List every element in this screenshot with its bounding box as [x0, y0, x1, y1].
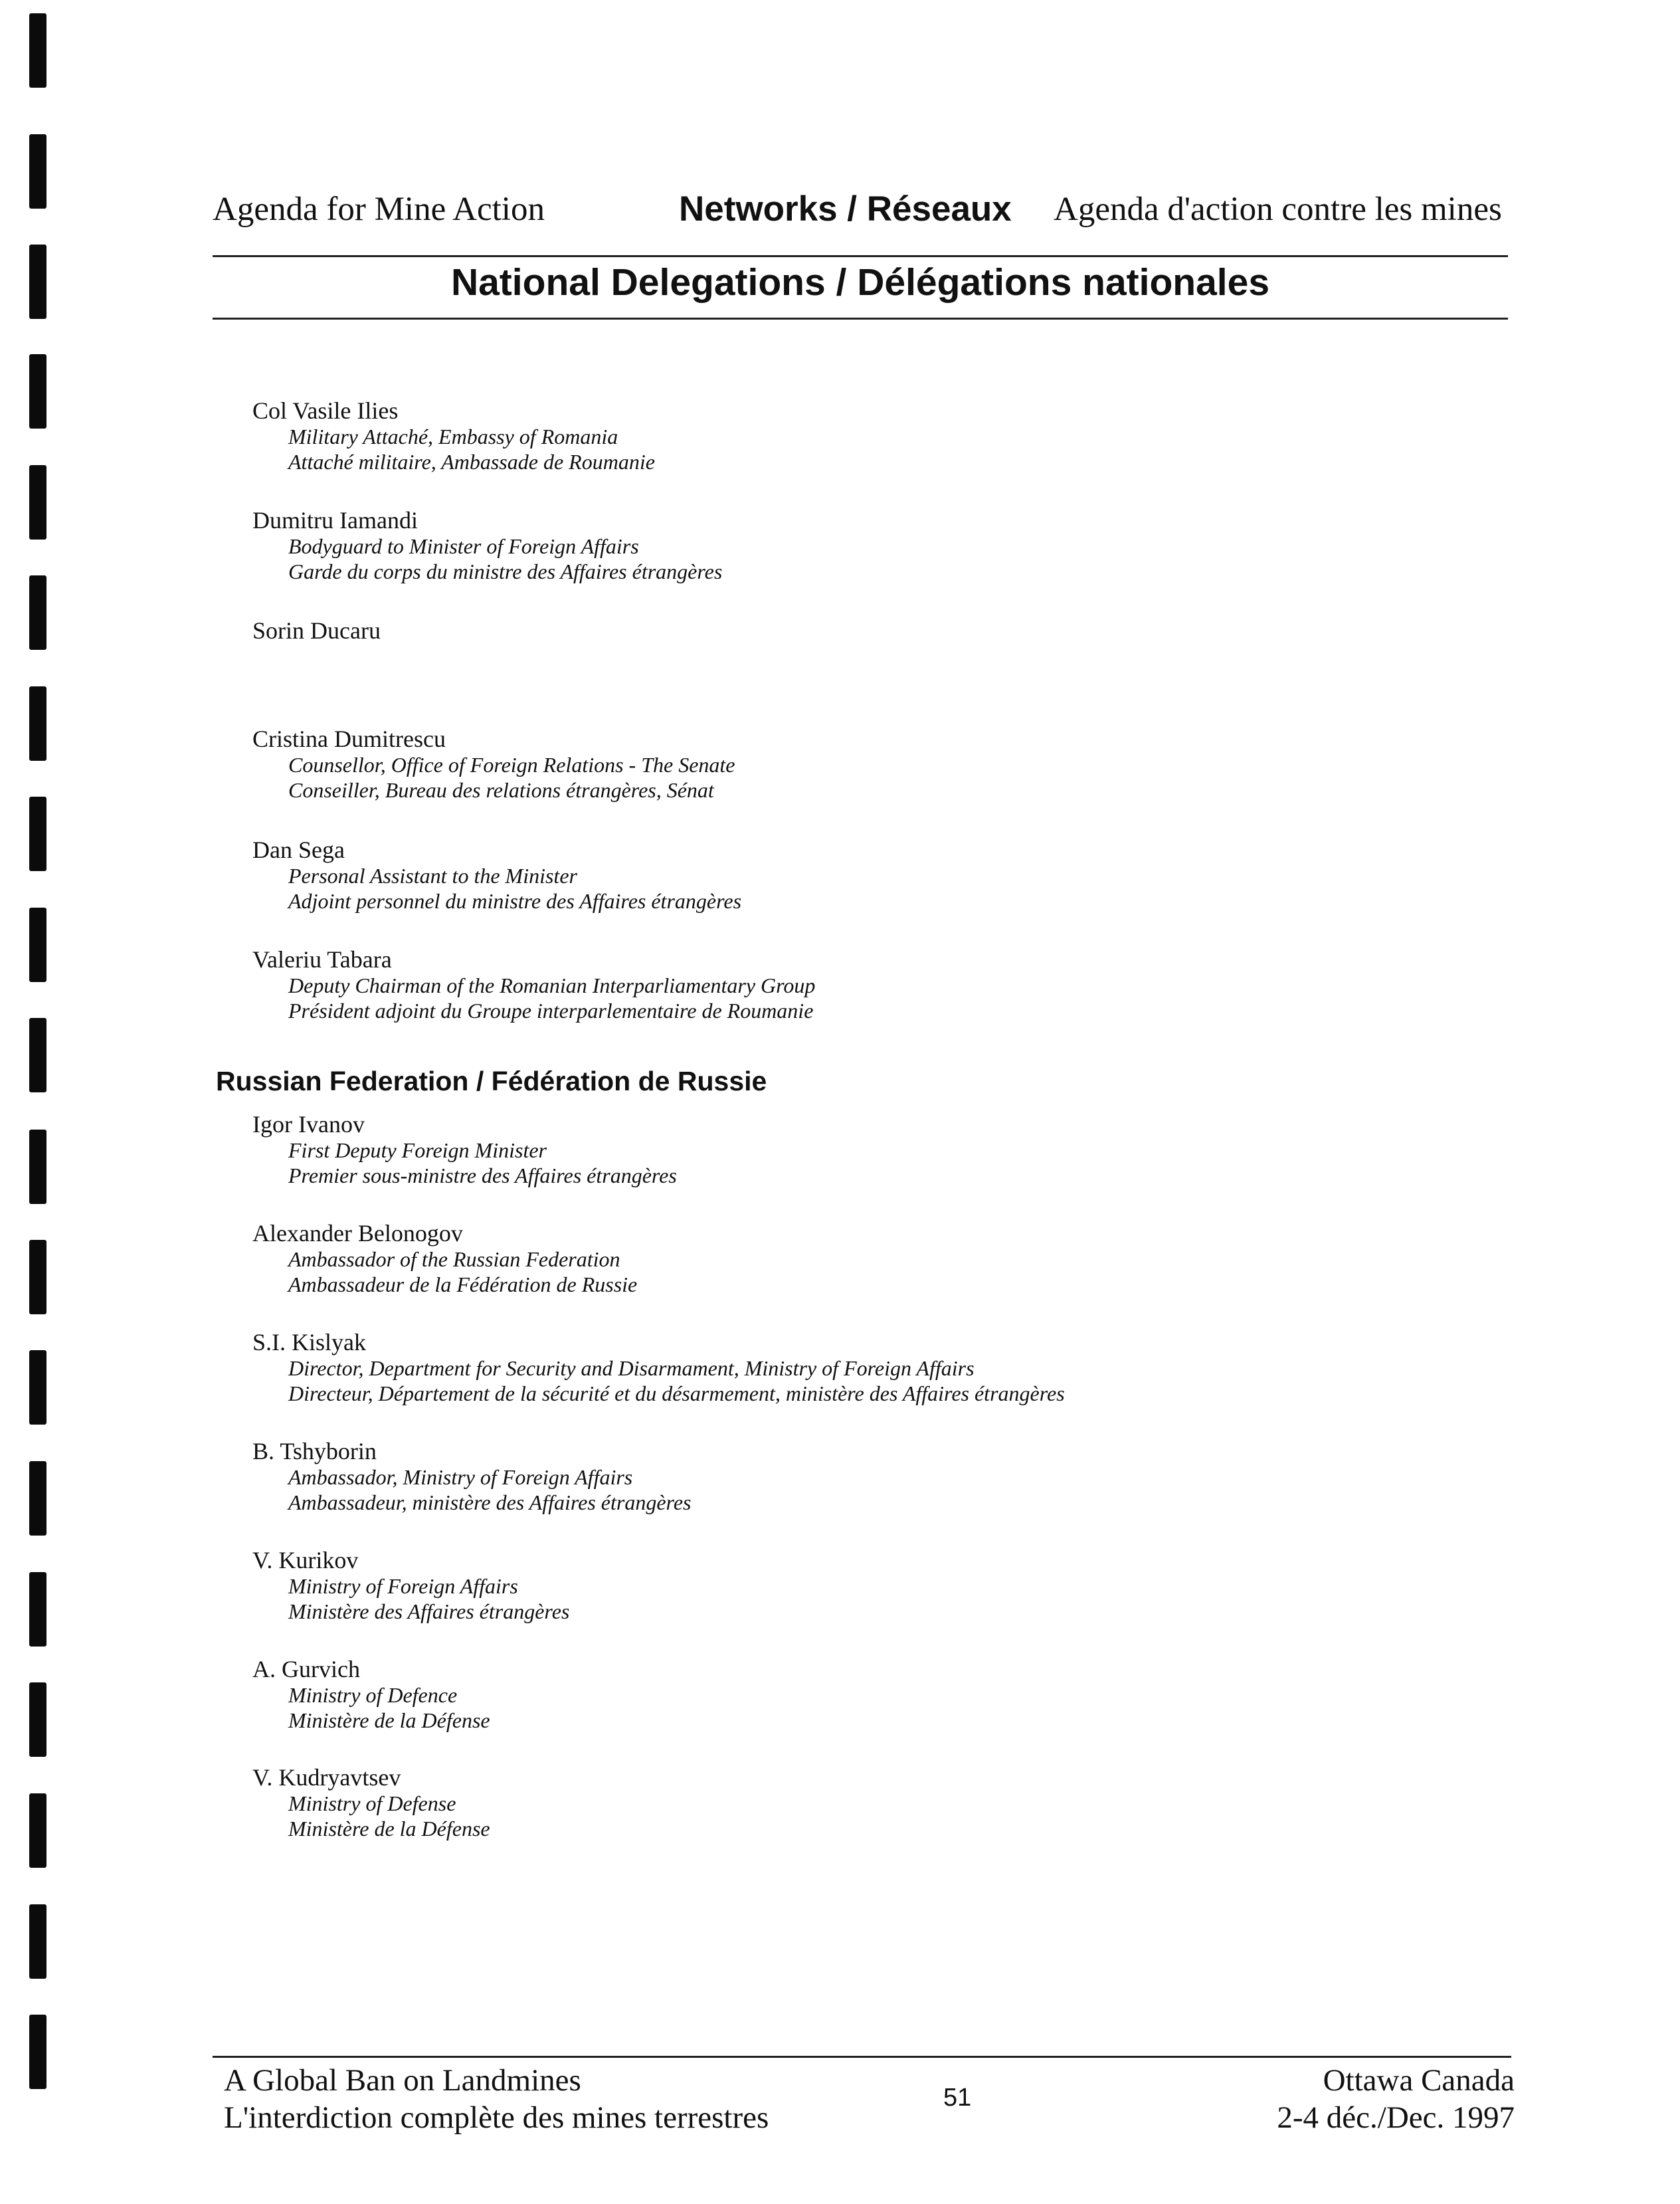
delegate-name: Cristina Dumitrescu [252, 726, 446, 752]
delegate-name: Dan Sega [252, 837, 345, 863]
binding-hole [29, 1461, 47, 1536]
delegate-entry [252, 946, 815, 1023]
delegate-name: Col Vasile Ilies [252, 397, 399, 424]
delegate-entry [252, 1764, 490, 1841]
delegate-role-en: Ministry of Foreign Affairs [288, 1574, 518, 1598]
delegate-entry [252, 1656, 490, 1733]
footer-right [1277, 2062, 1515, 2136]
delegate-name: Dumitru Iamandi [252, 507, 418, 534]
binding-holes [29, 0, 48, 2204]
header-center: Networks / Réseaux [679, 189, 1012, 229]
binding-hole [29, 1350, 47, 1425]
delegate-role-en: Deputy Chairman of the Romanian Interparliamentary Group [288, 973, 816, 997]
binding-hole [29, 13, 47, 88]
footer-right-line2: 2-4 déc./Dec. 1997 [1277, 2100, 1515, 2135]
delegate-name: V. Kudryavtsev [252, 1764, 401, 1791]
binding-hole [29, 1572, 47, 1647]
delegate-entry [252, 837, 741, 914]
binding-hole [29, 354, 47, 429]
binding-hole [29, 1018, 47, 1092]
delegate-role-en: Director, Department for Security and Disarmament, Ministry of Foreign Affairs [288, 1356, 975, 1380]
binding-hole [29, 1904, 47, 1979]
header-rule-bottom [213, 318, 1508, 320]
delegate-entry [252, 726, 735, 803]
binding-hole [29, 1682, 47, 1757]
binding-hole [29, 797, 47, 871]
section-heading-russia: Russian Federation / Fédération de Russie [216, 1066, 767, 1096]
delegate-name: A. Gurvich [252, 1656, 360, 1682]
delegate-role-fr: Ambassadeur, ministère des Affaires étrangères [288, 1490, 692, 1514]
binding-hole [29, 134, 47, 209]
delegate-role-en: Bodyguard to Minister of Foreign Affairs [288, 534, 639, 558]
delegate-role-en: First Deputy Foreign Minister [288, 1138, 547, 1162]
delegate-role-fr: Président adjoint du Groupe interparlementaire de Roumanie [288, 999, 814, 1023]
delegate-name: B. Tshyborin [252, 1438, 377, 1464]
binding-hole [29, 686, 47, 761]
binding-hole [29, 1240, 47, 1314]
footer-rule [213, 2056, 1511, 2058]
delegate-role-en: Personal Assistant to the Minister [288, 864, 577, 888]
page-title: National Delegations / Délégations nationales [450, 261, 1270, 304]
delegate-role-fr: Directeur, Département de la sécurité et du désarmement, ministère des Affaires étrangères [288, 1381, 1065, 1405]
delegate-name: V. Kurikov [252, 1547, 359, 1573]
header-right: Agenda d'action contre les mines [1054, 191, 1502, 228]
footer-right-line1: Ottawa Canada [1323, 2063, 1515, 2098]
footer-left [224, 2062, 769, 2136]
binding-hole [29, 1130, 47, 1204]
delegate-role-fr: Ambassadeur de la Fédération de Russie [288, 1272, 638, 1296]
delegate-role-fr: Adjoint personnel du ministre des Affaires étrangères [288, 889, 742, 913]
binding-hole [29, 2015, 47, 2089]
delegate-entry [252, 1220, 637, 1297]
delegate-role-en: Military Attaché, Embassy of Romania [288, 425, 618, 449]
delegate-entry [252, 1329, 1065, 1406]
delegate-name: Sorin Ducaru [252, 617, 381, 644]
delegate-role-fr: Ministère des Affaires étrangères [288, 1599, 570, 1623]
delegate-role-fr: Conseiller, Bureau des relations étrangères, Sénat [288, 778, 714, 802]
binding-hole [29, 908, 47, 982]
binding-hole [29, 465, 47, 540]
delegate-entry [252, 397, 655, 474]
delegate-name: Igor Ivanov [252, 1111, 365, 1138]
delegate-role-fr: Ministère de la Défense [288, 1708, 490, 1732]
header-left: Agenda for Mine Action [213, 191, 545, 228]
delegate-role-fr: Ministère de la Défense [288, 1817, 490, 1841]
delegate-entry [252, 1438, 691, 1515]
delegate-role-en: Ambassador, Ministry of Foreign Affairs [288, 1465, 633, 1489]
delegate-name: Alexander Belonogov [252, 1220, 463, 1247]
delegate-entry [252, 1111, 677, 1188]
delegate-role-en: Counsellor, Office of Foreign Relations - The Senate [288, 753, 735, 777]
page-number: 51 [943, 2084, 972, 2112]
delegate-entry [252, 1547, 569, 1624]
binding-hole [29, 575, 47, 650]
delegate-role-fr: Attaché militaire, Ambassade de Roumanie [288, 450, 655, 474]
delegate-entry [252, 507, 722, 584]
delegate-name: S.I. Kislyak [252, 1329, 366, 1355]
delegate-name: Valeriu Tabara [252, 946, 392, 973]
binding-hole [29, 1793, 47, 1868]
delegate-role-en: Ministry of Defence [288, 1683, 458, 1707]
binding-hole [29, 245, 47, 319]
delegate-role-en: Ministry of Defense [288, 1791, 456, 1815]
footer-left-line1: A Global Ban on Landmines [224, 2063, 581, 2098]
delegate-role-fr: Garde du corps du ministre des Affaires étrangères [288, 559, 723, 583]
header-rule-top [213, 255, 1508, 257]
footer-left-line2: L'interdiction complète des mines terrestres [224, 2100, 769, 2135]
delegate-entry [252, 617, 381, 644]
delegate-role-fr: Premier sous-ministre des Affaires étrangères [288, 1163, 677, 1187]
delegate-role-en: Ambassador of the Russian Federation [288, 1247, 620, 1271]
